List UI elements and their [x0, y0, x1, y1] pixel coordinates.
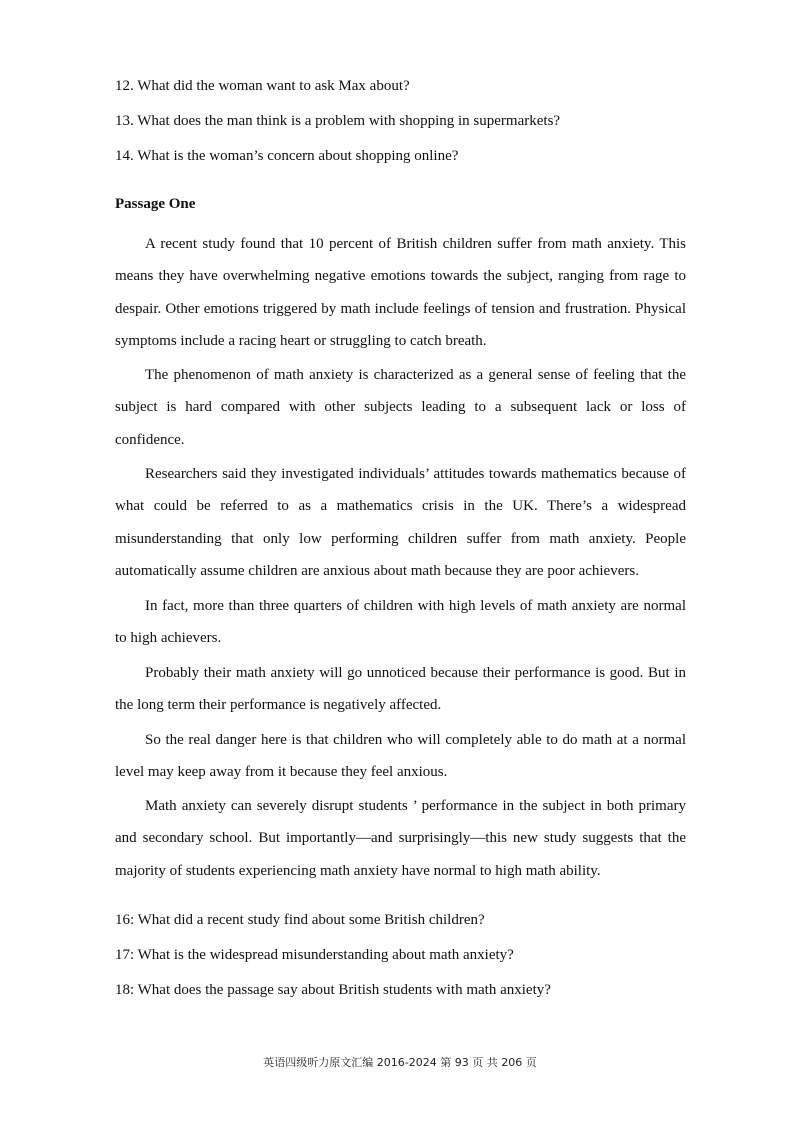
passage-title: Passage One [115, 196, 196, 212]
paragraph-3: Researchers said they investigated individuals’ attitudes towards mathematics because of what could be referred to as a mathematics crisis in the UK. There’s a widespread misunderstanding that only low performing children suffer from math anxiety. People automatically assume children are anxious about math because they are poor achievers. [115, 466, 686, 579]
question-17: 17: What is the widespread misunderstanding about math anxiety? [115, 947, 514, 963]
question-18: 18: What does the passage say about British students with math anxiety? [115, 982, 551, 998]
paragraph-5: Probably their math anxiety will go unnoticed because their performance is good. But in the long term their performance is negatively affected. [115, 665, 686, 714]
page-footer: 英语四级听力原文汇编 2016-2024 第 93 页 共 206 页 [263, 1056, 537, 1069]
paragraph-1: A recent study found that 10 percent of British children suffer from math anxiety. This means they have overwhelming negative emotions towards the subject, ranging from rage to despair. Other emotions triggered by math include feelings of tension and frustration. Physical symptoms include a racing heart or struggling to catch breath. [115, 236, 686, 349]
question-14: 14. What is the woman’s concern about shopping online? [115, 148, 459, 164]
paragraph-6: So the real danger here is that children who will completely able to do math at a normal level may keep away from it because they feel anxious. [115, 732, 686, 781]
paragraph-4: In fact, more than three quarters of children with high levels of math anxiety are normal to high achievers. [115, 598, 686, 647]
question-16: 16: What did a recent study find about some British children? [115, 912, 485, 928]
paragraph-2: The phenomenon of math anxiety is characterized as a general sense of feeling that the subject is hard compared with other subjects leading to a subsequent lack or loss of confidence. [115, 367, 686, 448]
paragraph-7: Math anxiety can severely disrupt students ’ performance in the subject in both primary and secondary school. But importantly—and surprisingly—this new study suggests that the majority of students experiencing math anxiety have normal to high math ability. [115, 798, 686, 879]
question-13: 13. What does the man think is a problem with shopping in supermarkets? [115, 113, 561, 129]
question-12: 12. What did the woman want to ask Max about? [115, 78, 410, 94]
